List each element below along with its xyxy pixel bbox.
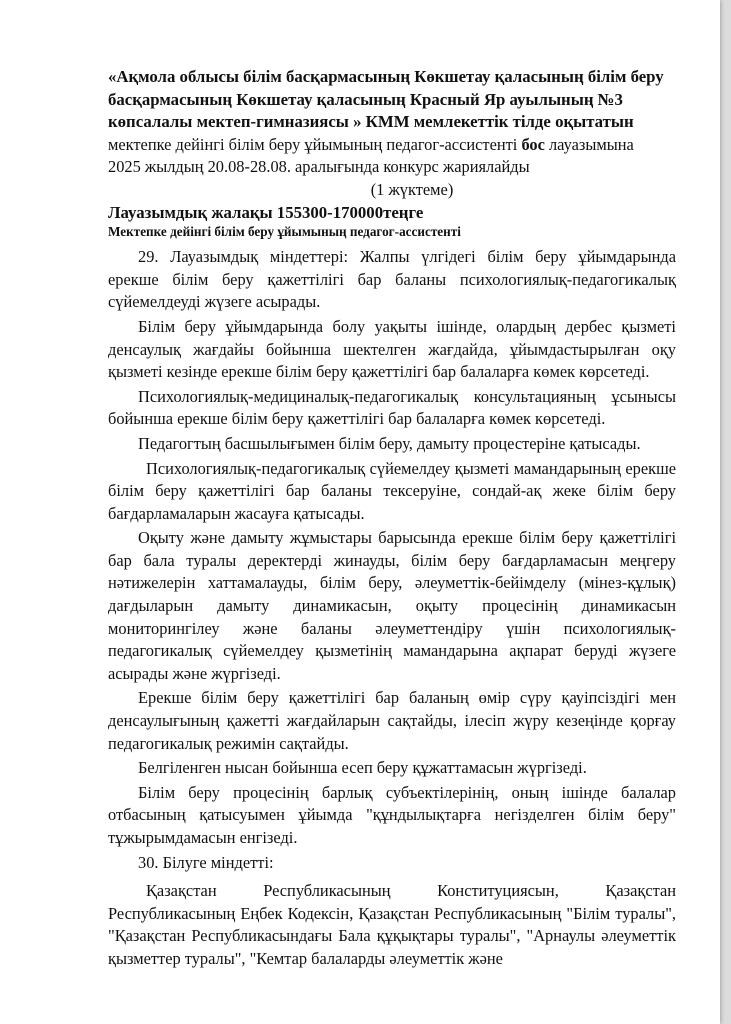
- header-line-2: басқармасының Көкшетау қаласының Красный Яр ауылының №3: [108, 89, 623, 109]
- paragraph-3: Психологиялық-медициналық-педагогикалық консультацияның ұсынысы бойынша ерекше білім беру қажеттілігі бар балаларға көмек көрсетеді.: [108, 386, 676, 429]
- paragraph-11: Қазақстан Республикасының Конституциясын, Қазақстан Республикасының Еңбек Кодексін, Қазақстан Республикасының "Білім туралы", "Қазақстан Республикасындағы Бала құқықтары туралы", "Арнаулы әлеуметтік қызметтер туралы", "Кемтар балаларды әлеуметтік және: [108, 881, 676, 968]
- position-subtitle: Мектепке дейінгі білім беру ұйымының педагог-ассистенті: [108, 224, 461, 240]
- header-line-1: «Ақмола облысы білім басқармасының Көкшетау қаласының білім беру: [108, 67, 664, 86]
- paragraph-6: Оқыту және дамыту жұмыстары барысында ерекше білім беру қажеттілігі бар бала туралы деректерді жинауды, білім беру бағдарламасын меңгеру нәтижелерін хаттамалауды, білім беру, әлеуметтік-бейімделу (мінез-құлық) дағдыларын дамыту динамикасын, оқыту процесінің динамикасын мониторингілеу және баланы әлеуметтендіру үшін психологиялық-педагогикалық сүйемелдеу қызметінің мамандарына ақпарат беруді жүзеге асырады және жүргізеді.: [108, 528, 676, 683]
- paragraph-9: Білім беру процесінің барлық субъектілерінің, оның ішінде балалар отбасының қатысуымен ұйымда "құндылықтарға негізделген білім беру" тұжырымдамасын енгізеді.: [108, 782, 676, 847]
- header-line-6: (1 жүктеме): [370, 179, 454, 199]
- paragraph-7: Ерекше білім беру қажеттілігі бар баланың өмір сүру қауіпсіздігі мен денсаулығының қажетті жағдайларын сақтайды, ілесіп жүру кезеңінде қорғау педагогикалық режимін сақтайды.: [108, 688, 676, 753]
- document-body: [108, 66, 676, 971]
- header-line-4-text-b: лауазымына: [544, 134, 634, 154]
- header-line-4: [108, 134, 676, 157]
- paragraph-2: Білім беру ұйымдарында болу уақыты ішінде, олардың дербес қызметі денсаулық жағдайы бойынша шектелген жағдайда, ұйымдастырылған оқу қызметі кезінде ерекше білім беру қажеттілігі бар балаларға көмек көрсетеді.: [108, 316, 676, 382]
- header-line-5: 2025 жылдың 20.08-28.08. аралығында конкурс жариялайды: [108, 157, 530, 177]
- paragraph-5: Психологиялық-педагогикалық сүйемелдеу қызметі мамандарының ерекше білім беру қажеттілігі бар баланы тексеруіне, сондай-ақ жеке білім беру бағдарламаларын жасауға қатысады.: [108, 458, 676, 523]
- salary-line: Лауазымдық жалақы 155300-170000теңге: [108, 202, 424, 222]
- paragraph-knowledge-heading: 30. Білуге міндетті:: [138, 852, 274, 872]
- header-line-4-text-a: мектепке дейінгі білім беру ұйымының педагог-ассистенті: [108, 134, 522, 154]
- header-line-3: көпсалалы мектеп-гимназиясы » КММ мемлекеттік тілде оқытатын: [108, 112, 634, 132]
- paragraph-duties: 29. Лауазымдық міндеттері: Жалпы үлгідегі білім беру ұйымдарында ерекше білім беру қажеттілігі бар баланы психологиялық-педагогикалық сүйемелдеуді жүзеге асырады.: [108, 247, 676, 312]
- header-line-4-bold-word: бос: [521, 134, 545, 154]
- paragraph-4: Педагогтың басшылығымен білім беру, дамыту процестеріне қатысады.: [138, 433, 641, 453]
- paragraph-8: Белгіленген нысан бойынша есеп беру құжаттамасын жүргізеді.: [138, 758, 587, 778]
